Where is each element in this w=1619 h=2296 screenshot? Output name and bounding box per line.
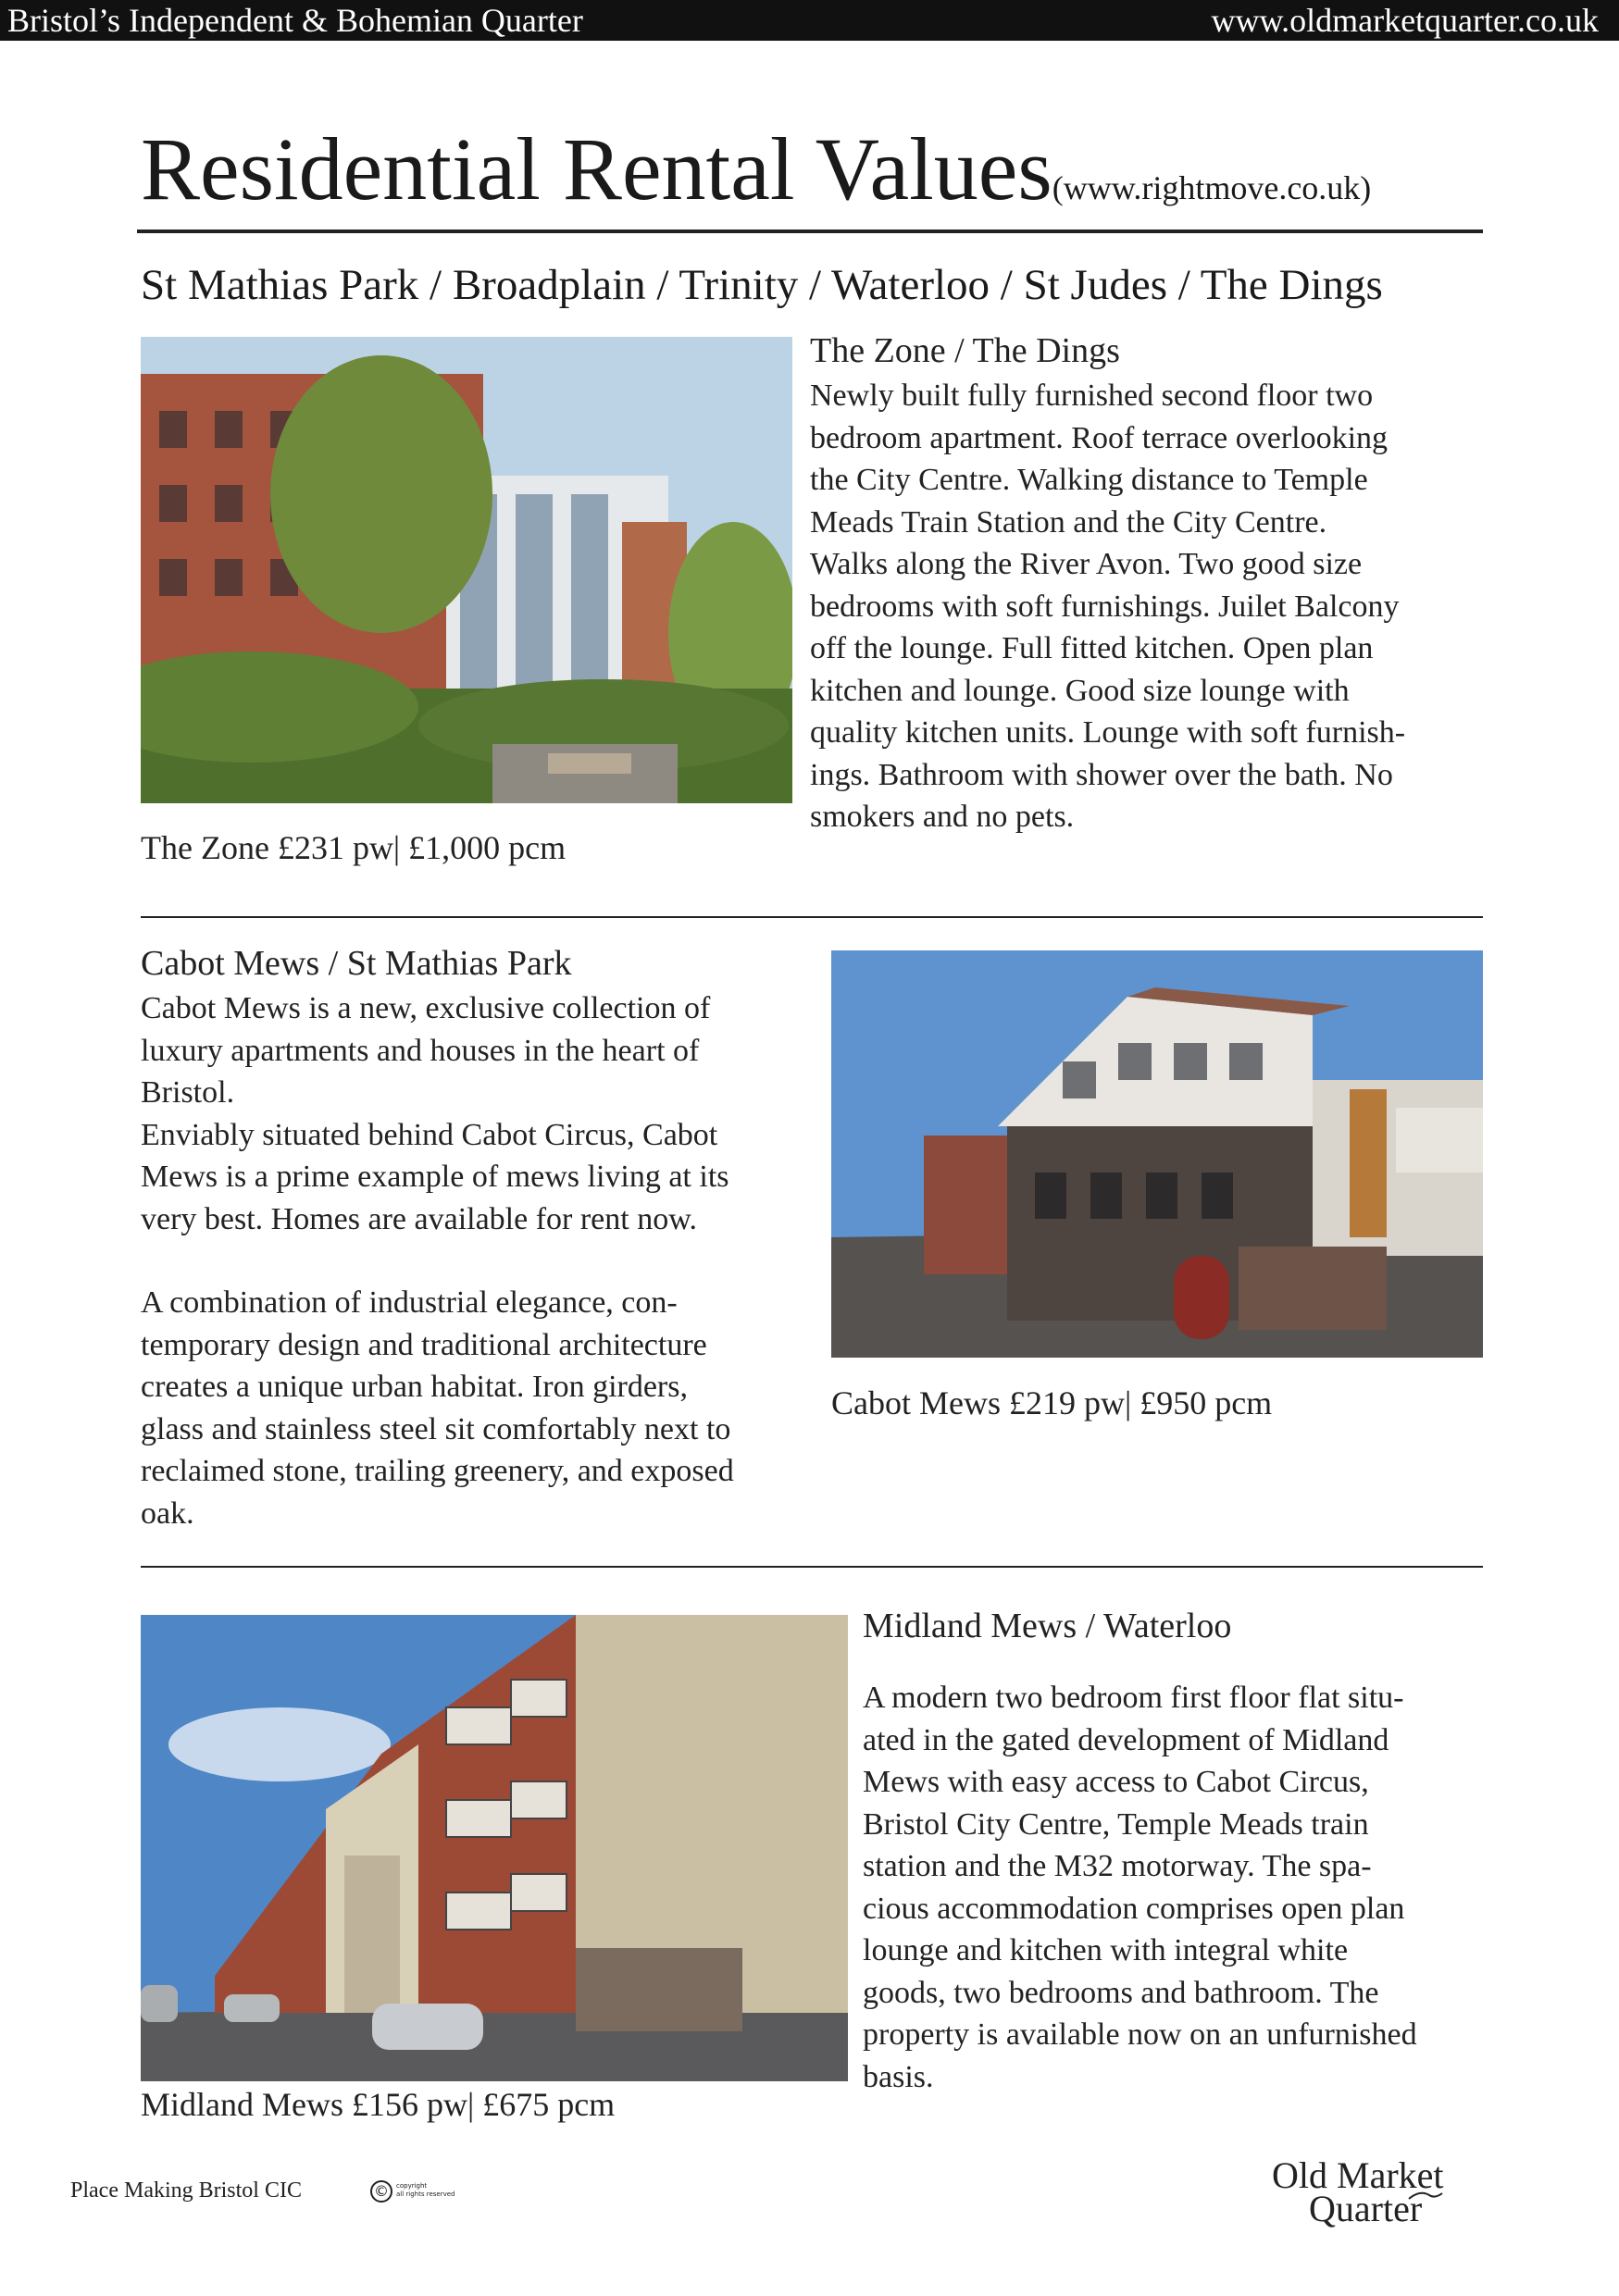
text-line: creates a unique urban habitat. Iron girders, — [141, 1370, 688, 1404]
copyright-text — [396, 2182, 455, 2199]
text-line: Bristol City Centre, Temple Meads train — [863, 1806, 1369, 1842]
text-line: temporary design and traditional architecture — [141, 1327, 707, 1362]
the-zone-price: The Zone £231 pw| £1,000 pcm — [141, 829, 567, 866]
text-line: Newly built fully furnished second floor two — [810, 379, 1374, 413]
banner-tagline: Bristol’s Independent & Bohemian Quarter — [7, 2, 583, 39]
text-line: very best. Homes are available for rent now. — [141, 1201, 698, 1236]
text-line: smokers and no pets. — [810, 800, 1075, 834]
text-line: Mews with easy access to Cabot Circus, — [863, 1765, 1369, 1799]
area-list: St Mathias Park / Broadplain / Trinity / Waterloo / St Judes / The Dings — [141, 261, 1383, 309]
text-line: quality kitchen units. Lounge with soft furnish- — [810, 715, 1406, 750]
cabot-mews-photo — [831, 950, 1483, 1358]
text-line: bedroom apartment. Roof terrace overlooking — [810, 420, 1389, 455]
banner-website[interactable]: www.oldmarketquarter.co.uk — [1211, 2, 1599, 39]
copyright-line: all rights reserved — [396, 2191, 455, 2198]
midland-mews-description — [863, 1677, 1417, 2098]
paragraph-gap — [141, 1240, 734, 1282]
cabot-mews-heading: Cabot Mews / St Mathias Park — [141, 944, 572, 983]
text-line: station and the M32 motorway. The spa- — [863, 1849, 1372, 1883]
midland-mews-price: Midland Mews £156 pw| £675 pcm — [141, 2086, 616, 2123]
the-zone-description — [810, 375, 1405, 838]
text-line: kitchen and lounge. Good size lounge with — [810, 673, 1350, 708]
section-divider — [141, 1566, 1483, 1568]
text-line: basis. — [863, 2059, 934, 2094]
text-line: reclaimed stone, trailing greenery, and exposed — [141, 1454, 734, 1488]
copyright-mark — [370, 2180, 454, 2208]
section-divider — [141, 916, 1483, 918]
midland-mews-heading: Midland Mews / Waterloo — [863, 1607, 1232, 1645]
text-line: Bristol. — [141, 1075, 235, 1110]
cabot-mews-price: Cabot Mews £219 pw| £950 pcm — [831, 1384, 1273, 1421]
text-line: Meads Train Station and the City Centre. — [810, 504, 1327, 540]
text-line: Walks along the River Avon. Two good size — [810, 547, 1363, 581]
logo-flourish-icon — [1407, 2188, 1444, 2206]
logo-line: Quarter — [1309, 2188, 1423, 2229]
page-title-source: (www.rightmove.co.uk) — [1052, 169, 1372, 206]
text-line: oak. — [141, 1496, 194, 1531]
page-title — [141, 118, 1371, 239]
the-zone-photo — [141, 337, 792, 803]
text-line: A combination of industrial elegance, con- — [141, 1285, 678, 1320]
footer-organisation: Place Making Bristol CIC — [70, 2178, 302, 2203]
text-line: property is available now on an unfurnished — [863, 2017, 1417, 2052]
text-line: the City Centre. Walking distance to Temple — [810, 463, 1368, 497]
midland-mews-photo — [141, 1615, 848, 2081]
page-title-main: Residential Rental Values — [141, 119, 1052, 218]
old-market-quarter-logo — [1268, 2156, 1481, 2240]
cabot-mews-description — [141, 987, 734, 1534]
text-line: glass and stainless steel sit comfortably next to — [141, 1411, 731, 1446]
top-banner — [0, 0, 1619, 41]
text-line: Cabot Mews is a new, exclusive collection of — [141, 991, 711, 1025]
text-line: luxury apartments and houses in the heart of — [141, 1033, 700, 1068]
text-line: bedrooms with soft furnishings. Juilet Balcony — [810, 589, 1400, 624]
text-line: Enviably situated behind Cabot Circus, Cabot — [141, 1117, 718, 1152]
text-line: lounge and kitchen with integral white — [863, 1933, 1349, 1967]
the-zone-heading: The Zone / The Dings — [810, 331, 1120, 370]
text-line: Mews is a prime example of mews living at its — [141, 1160, 729, 1194]
text-line: ings. Bathroom with shower over the bath. No — [810, 757, 1393, 792]
logo-line: Old Market — [1272, 2154, 1444, 2196]
text-line: goods, two bedrooms and bathroom. The — [863, 1975, 1379, 2010]
text-line: A modern two bedroom first floor flat situ- — [863, 1681, 1404, 1715]
copyright-line: copyright — [396, 2182, 428, 2190]
title-divider — [137, 230, 1483, 233]
copyright-icon: © — [370, 2180, 392, 2203]
text-line: ated in the gated development of Midland — [863, 1722, 1389, 1757]
text-line: cious accommodation comprises open plan — [863, 1891, 1405, 1926]
text-line: off the lounge. Full fitted kitchen. Open plan — [810, 631, 1374, 665]
